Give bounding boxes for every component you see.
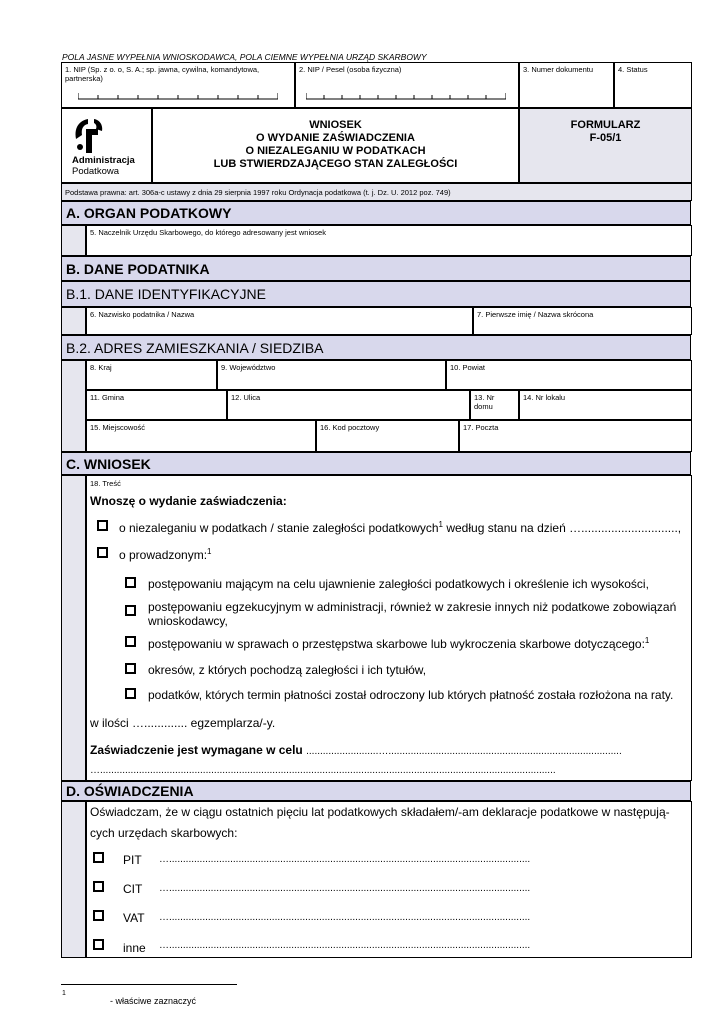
sub-option-5-text: podatków, których termin płatności został odroczony lub których płatność została rozłożona na raty.	[148, 688, 674, 702]
status-label: 4. Status	[618, 65, 648, 74]
option-1-checkbox[interactable]	[97, 520, 108, 531]
field-11[interactable]	[86, 390, 227, 420]
section-b2-margin	[61, 360, 86, 452]
section-b1-title: B.1. DANE IDENTYFIKACYJNE	[61, 281, 691, 307]
doc-number-label: 3. Numer dokumentu	[523, 65, 594, 74]
sub-option-3-text: postępowaniu w sprawach o przestępstwa skarbowe lub wykroczenia skarbowe dotyczącego:$^1$	[148, 636, 650, 651]
header-note: POLA JASNE WYPEŁNIA WNIOSKODAWCA, POLA CIEMNE WYPEŁNIA URZĄD SKARBOWY	[62, 52, 427, 62]
form-code: F-05/1	[589, 132, 622, 144]
field-7[interactable]	[473, 307, 692, 335]
sub-option-5-checkbox[interactable]	[125, 688, 136, 699]
nip-field[interactable]	[61, 62, 295, 108]
other-label: inne	[123, 941, 146, 955]
field-17-label: 17. Poczta	[463, 423, 499, 432]
field-5[interactable]	[86, 225, 692, 256]
form-box	[519, 108, 692, 183]
sub-option-4-checkbox[interactable]	[125, 663, 136, 674]
field-13-label: 13. Nr	[474, 393, 495, 402]
logo-box	[61, 108, 152, 183]
field-10-label: 10. Powiat	[450, 363, 486, 372]
nip-label: 1. NIP (Sp. z o. o, S. A.; sp. jawna, cywilna, komandytowa, partnerska)	[65, 65, 260, 83]
field-11-label: 11. Gmina	[90, 393, 125, 402]
field-6-label: 6. Nazwisko podatnika / Nazwa	[90, 310, 195, 319]
section-b2-title: B.2. ADRES ZAMIESZKANIA / SIEDZIBA	[61, 335, 691, 360]
section-a-title: A. ORGAN PODATKOWY	[61, 201, 691, 225]
footnote-text: - właściwe zaznaczyć	[110, 996, 197, 1006]
vat-label: VAT	[123, 911, 145, 925]
form-line1: FORMULARZ	[570, 119, 641, 131]
title-box	[152, 108, 519, 183]
sub-option-1-checkbox[interactable]	[125, 577, 136, 588]
cit-checkbox[interactable]	[93, 881, 104, 892]
field-13[interactable]	[470, 390, 519, 420]
nip-comb	[78, 93, 278, 101]
field-8[interactable]	[86, 360, 217, 390]
title-line2: O WYDANIE ZAŚWIADCZENIA	[256, 132, 415, 144]
doc-number-field	[519, 62, 614, 108]
other-checkbox[interactable]	[93, 939, 104, 950]
field-14[interactable]	[519, 390, 692, 420]
pit-checkbox[interactable]	[93, 852, 104, 863]
sub-option-1-text: postępowaniu mającym na celu ujawnienie zaległości podatkowych i określenie ich wysokości,	[148, 577, 649, 591]
field-17[interactable]	[459, 420, 692, 452]
field-5-label: 5. Naczelnik Urzędu Skarbowego, do którego adresowany jest wniosek	[90, 228, 326, 237]
statement-line2: cych urzędach skarbowych:	[90, 826, 238, 840]
title-line3: O NIEZALEGANIU W PODATKACH	[245, 145, 426, 157]
purpose-line[interactable]	[90, 743, 622, 757]
field-7-label: 7. Pierwsze imię / Nazwa skrócona	[477, 310, 594, 319]
sub-option-4-text: okresów, z których pochodzą zaległości i ich tytułów,	[148, 663, 427, 677]
cit-label: CIT	[123, 882, 143, 896]
section-c-title: C. WNIOSEK	[61, 452, 691, 475]
vat-checkbox[interactable]	[93, 910, 104, 921]
field-12[interactable]	[227, 390, 470, 420]
field-16-label: 16. Kod pocztowy	[320, 423, 380, 432]
cit-dots[interactable]: …..................................................................................................................................	[159, 883, 531, 894]
logo-line1: Administracja	[72, 155, 135, 166]
legal-basis: Podstawa prawna: art. 306a-c ustawy z dnia 29 sierpnia 1997 roku Ordynacja podatkowa (t. j. Dz. U. 2012 poz. 749)	[61, 183, 692, 201]
section-c-margin	[61, 475, 86, 781]
field-13-label-2: domu	[474, 402, 493, 411]
request-heading: Wnoszę o wydanie zaświadczenia:	[90, 494, 287, 508]
option-2-checkbox[interactable]	[97, 547, 108, 558]
section-a-margin	[61, 225, 86, 256]
pesel-label: 2. NIP / Pesel (osoba fizyczna)	[299, 65, 402, 74]
other-dots[interactable]: …..................................................................................................................................	[159, 940, 531, 951]
section-b1-margin	[61, 307, 86, 335]
field-15[interactable]	[86, 420, 316, 452]
pit-dots[interactable]: …..................................................................................................................................	[159, 854, 531, 865]
logo-line2: Podatkowa	[72, 166, 120, 177]
footnote-divider	[61, 984, 237, 985]
statement-line1: Oświadczam, że w ciągu ostatnich pięciu lat podatkowych składałem/-am deklaracje podatkowe w następują-	[90, 805, 670, 819]
field-15-label: 15. Miejscowość	[90, 423, 146, 432]
option-1-text: o niezaleganiu w podatkach / stanie zaległości podatkowych$^1$ według stanu na dzień ….............................,	[119, 520, 682, 535]
purpose-dots-line[interactable]: …....................................................................................................................................................................	[90, 765, 556, 776]
status-field	[614, 62, 692, 108]
field-18-label: 18. Treść	[90, 479, 121, 488]
footnote-number: 1	[62, 990, 66, 997]
title-line4: LUB STWIERDZAJĄCEGO STAN ZALEGŁOŚCI	[213, 158, 458, 170]
sub-option-2-text: postępowaniu egzekucyjnym w administracji, również w zakresie innych niż podatkowe zobowiązań	[148, 600, 677, 614]
logo-emblem-icon	[72, 117, 104, 155]
field-9-label: 9. Województwo	[221, 363, 276, 372]
vat-dots[interactable]: …..................................................................................................................................	[159, 912, 531, 923]
field-6[interactable]	[86, 307, 473, 335]
purpose-dots: ..........................…....................................................................................	[306, 746, 622, 757]
section-b-title: B. DANE PODATNIKA	[61, 256, 691, 281]
title-line1: WNIOSEK	[309, 119, 362, 131]
pesel-field[interactable]	[295, 62, 519, 108]
pit-label: PIT	[123, 853, 142, 867]
section-d-title: D. OŚWIADCZENIA	[61, 781, 691, 801]
field-18	[86, 475, 692, 781]
field-12-label: 12. Ulica	[231, 393, 261, 402]
option-2-text: o prowadzonym:$^1$	[119, 547, 212, 562]
field-16[interactable]	[316, 420, 459, 452]
copies-text[interactable]: w ilości …............. egzemplarza/-y.	[90, 716, 276, 730]
pesel-comb	[306, 93, 506, 101]
field-14-label: 14. Nr lokalu	[523, 393, 566, 402]
field-9[interactable]	[217, 360, 446, 390]
sub-option-3-checkbox[interactable]	[125, 636, 136, 647]
field-10[interactable]	[446, 360, 692, 390]
purpose-label: Zaświadczenie jest wymagane w celu	[90, 743, 303, 757]
section-d-content	[86, 801, 692, 958]
sub-option-2-text-2: wnioskodawcy,	[148, 614, 228, 628]
sub-option-2-checkbox[interactable]	[125, 605, 136, 616]
field-8-label: 8. Kraj	[90, 363, 112, 372]
section-d-margin	[61, 801, 86, 958]
